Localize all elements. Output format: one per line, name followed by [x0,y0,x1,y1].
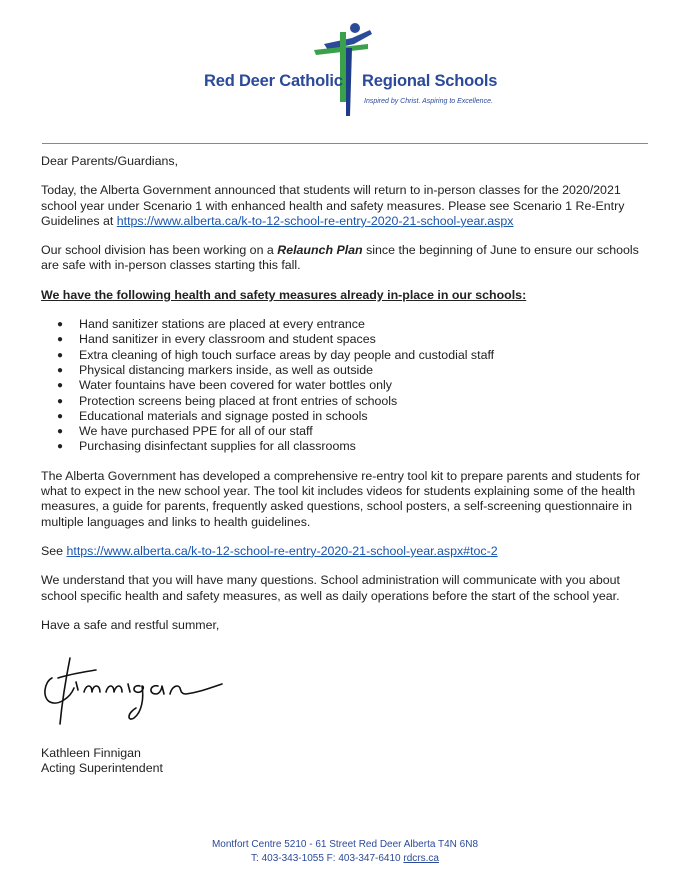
footer-address: Montfort Centre 5210 - 61 Street Red Deer Alberta T4N 6N8 [211,839,479,850]
org-name-left: Red Deer Catholic [204,72,343,90]
measures-list [41,317,651,455]
signature-block [41,746,163,777]
list-item: ● Educational materials and signage posted in schools [41,409,651,424]
measures-heading: We have the following health and safety measures already in-place in our schools: [41,287,527,302]
relaunch-text-after: since the beginning of June to ensure our schools are safe with in-person classes starting this fall. [41,243,639,273]
paragraph-questions: We understand that you will have many questions. School administration will communicate with you about school specific health and safety measures, as well as daily operations before the start of the school year. [41,573,620,603]
list-item: ● Purchasing disinfectant supplies for all classrooms [41,439,651,454]
signer-name: Kathleen Finnigan [41,746,141,760]
list-item: ● Physical distancing markers inside, as well as outside [41,363,651,378]
tagline: Inspired by Christ. Aspiring to Excellence. [364,98,493,105]
list-item: ● Extra cleaning of high touch surface areas by day people and custodial staff [41,348,651,363]
paragraph-relaunch [41,243,651,274]
org-name-right: Regional Schools [362,72,498,90]
toolkit-link[interactable]: https://www.alberta.ca/k-to-12-school-re-entry-2020-21-school-year.aspx#toc-2 [66,543,498,558]
list-item: ● Hand sanitizer stations are placed at every entrance [41,317,651,332]
letter-body [41,154,651,633]
paragraph-toolkit: The Alberta Government has developed a comprehensive re-entry tool kit to prepare parents and students for what to expect in the new school year. The tool kit includes videos for students explaining some of the health measures, a guide for parents, frequently asked questions, school posters, a self-screening questionnaire in multiple languages and links to health guidelines. [41,468,641,529]
footer-contact [0,852,690,866]
footer-phone: T: 403-343-1055 F: 403-347-6410 [251,853,404,864]
reentry-guidelines-link[interactable]: https://www.alberta.ca/k-to-12-school-re-entry-2020-21-school-year.aspx [116,213,514,228]
paragraph-see-link [41,544,651,559]
closing-line: Have a safe and restful summer, [41,617,220,632]
list-item: ● Protection screens being placed at front entries of schools [41,394,651,409]
relaunch-plan-emphasis: Relaunch Plan [277,243,363,258]
header-divider [42,143,648,144]
paragraph-announcement [41,183,651,229]
list-item: ● Hand sanitizer in every classroom and student spaces [41,332,651,347]
footer [0,838,690,866]
see-prefix: See [41,543,67,558]
salutation: Dear Parents/Guardians, [41,154,179,168]
list-item: ● We have purchased PPE for all of our staff [41,424,651,439]
handwritten-signature [40,648,230,728]
signer-title: Acting Superintendent [41,761,163,776]
list-item: ● Water fountains have been covered for water bottles only [41,378,651,393]
announcement-text: Today, the Alberta Government announced that students will return to in-person classes for the 2020/2021 school year under Scenario 1 with enhanced health and safety measures. Please see Scenario 1 Re-Entry Guidelines at [41,183,625,228]
letterhead [0,18,690,128]
relaunch-text-before: Our school division has been working on a [41,243,278,258]
website-link[interactable]: rdcrs.ca [403,853,439,864]
